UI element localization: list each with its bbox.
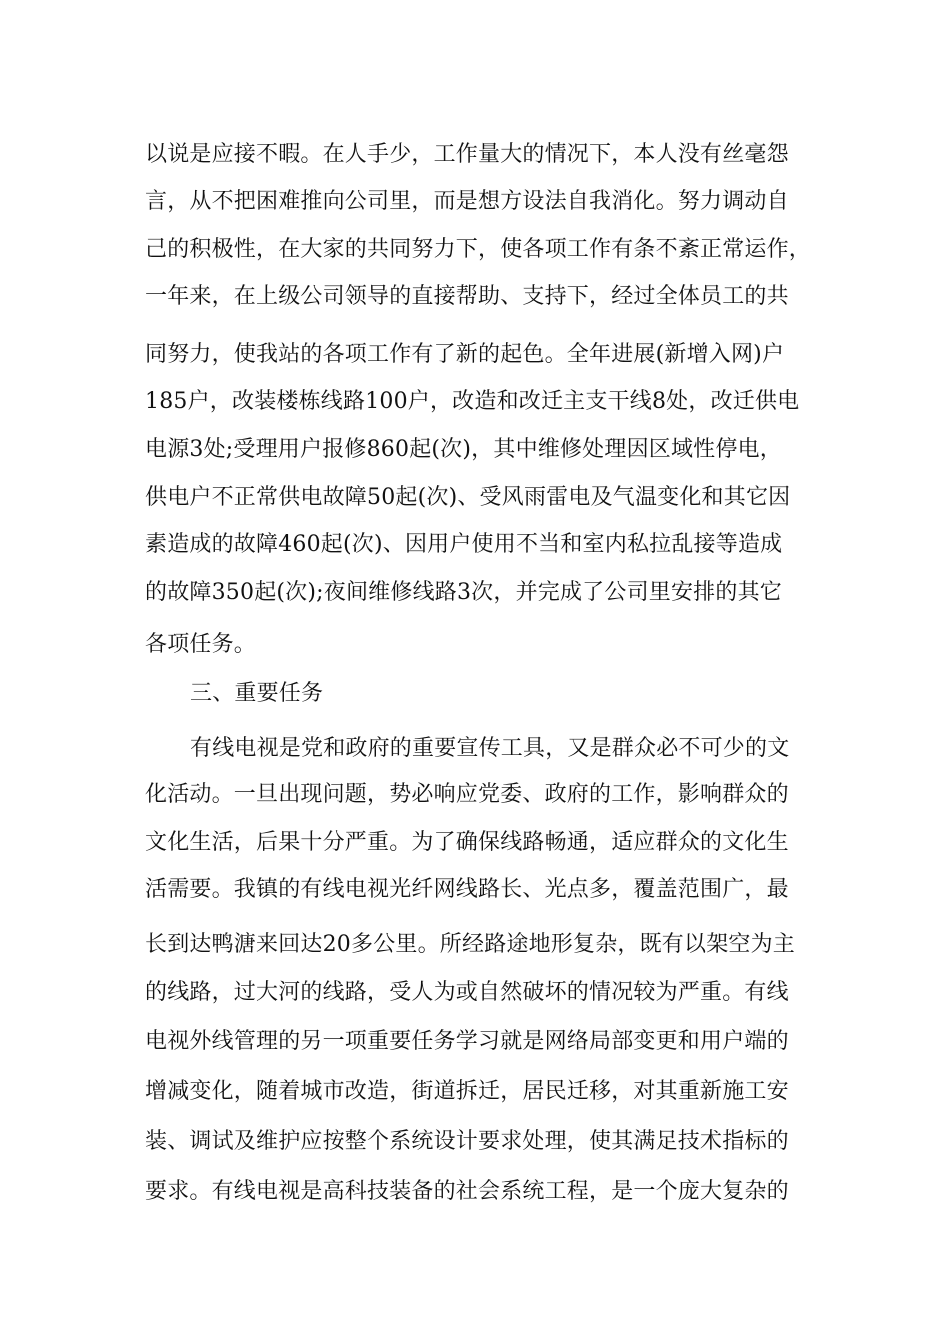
text-line: 言，从不把困难推向公司里，而是想方设法自我消化。努力调动自	[145, 189, 789, 214]
text-line: 电视外线管理的另一项重要任务学习就是网络局部变更和用户端的	[145, 1029, 789, 1054]
text-line: 同努力，使我站的各项工作有了新的起色。全年进展(新增入网)户	[145, 342, 785, 367]
text-line: 各项任务。	[145, 632, 257, 657]
text-line: 活需要。我镇的有线电视光纤网线路长、光点多，覆盖范围广，最	[145, 877, 789, 902]
text-line: 一年来，在上级公司领导的直接帮助、支持下，经过全体员工的共	[145, 284, 789, 309]
text-line: 的故障350起(次);夜间维修线路3次，并完成了公司里安排的其它	[145, 580, 782, 605]
text-line: 供电户不正常供电故障50起(次)、受风雨雷电及气温变化和其它因	[145, 485, 791, 510]
text-line: 文化生活，后果十分严重。为了确保线路畅通，适应群众的文化生	[145, 830, 789, 855]
text-line: 化活动。一旦出现问题，势必响应党委、政府的工作，影响群众的	[145, 782, 789, 807]
text-line: 的线路，过大河的线路，受人为或自然破坏的情况较为严重。有线	[145, 980, 789, 1005]
text-line: 己的积极性，在大家的共同努力下，使各项工作有条不紊正常运作，	[145, 237, 812, 262]
text-line: 电源3处;受理用户报修860起(次)，其中维修处理因区域性停电，	[145, 437, 782, 462]
text-line: 要求。有线电视是高科技装备的社会系统工程，是一个庞大复杂的	[145, 1179, 789, 1204]
text-line: 装、调试及维护应按整个系统设计要求处理，使其满足技术指标的	[145, 1129, 789, 1154]
section-heading: 三、重要任务	[190, 681, 324, 706]
text-line: 长到达鸭溏来回达20多公里。所经路途地形复杂，既有以架空为主	[145, 932, 795, 957]
text-line: 增减变化，随着城市改造，街道拆迁，居民迁移，对其重新施工安	[145, 1079, 789, 1104]
text-line: 素造成的故障460起(次)、因用户使用不当和室内私拉乱接等造成	[145, 532, 783, 557]
text-line: 有线电视是党和政府的重要宣传工具，又是群众必不可少的文	[190, 736, 790, 761]
text-line: 185户，改装楼栋线路100户，改造和改迁主支干线8处，改迁供电	[145, 389, 800, 414]
text-line: 以说是应接不暇。在人手少，工作量大的情况下，本人没有丝毫怨	[145, 142, 789, 167]
